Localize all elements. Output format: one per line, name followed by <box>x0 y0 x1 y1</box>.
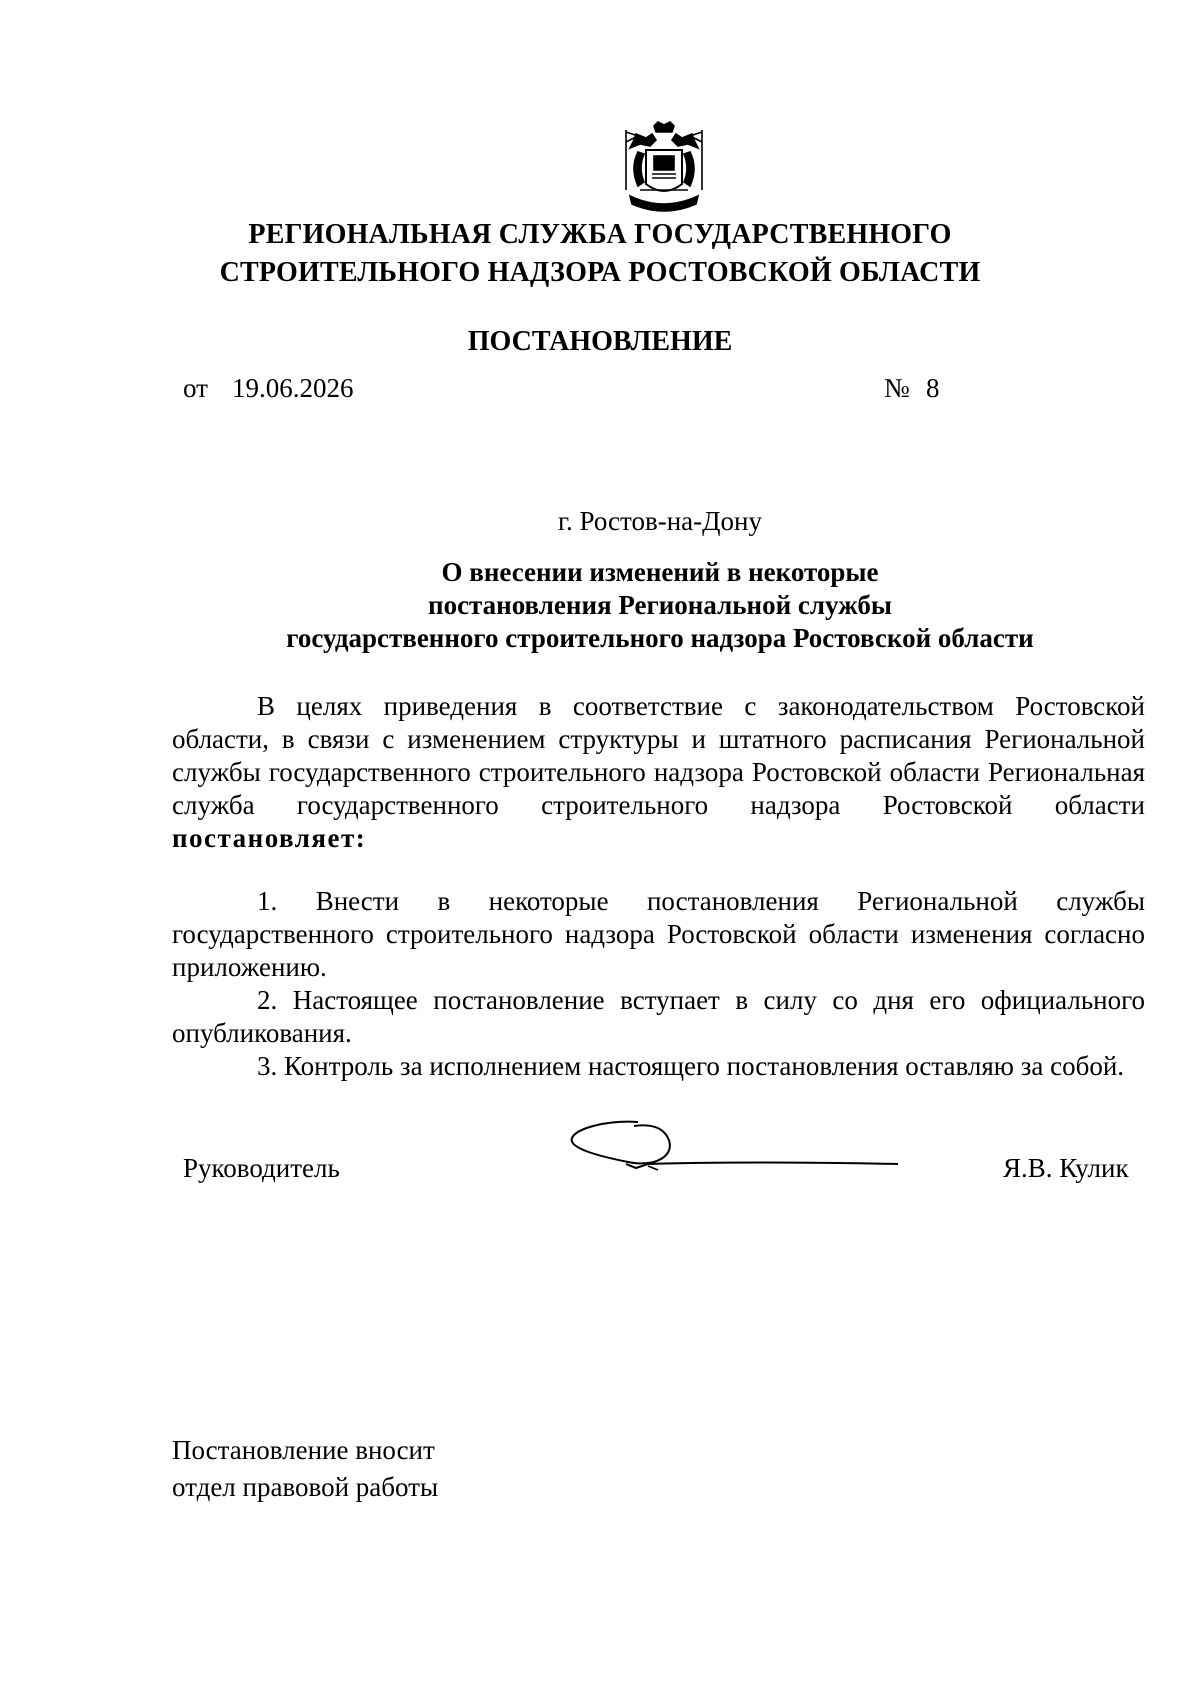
subject-line-1: О внесении изменений в некоторые <box>441 557 879 587</box>
subject-line-3: государственного строительного надзора Ростовской области <box>286 623 1034 653</box>
handwritten-signature <box>568 1112 908 1178</box>
subject-line-2: постановления Региональной службы <box>428 590 892 620</box>
date-prefix: от <box>183 373 208 403</box>
org-title-line-1: РЕГИОНАЛЬНАЯ СЛУЖБА ГОСУДАРСТВЕННОГО <box>248 219 952 250</box>
document-type: ПОСТАНОВЛЕНИЕ <box>467 326 733 357</box>
document-number: 8 <box>926 373 940 403</box>
resolution-items <box>172 885 1145 1083</box>
item-3: 3. Контроль за исполнением настоящего постановления оставляю за собой. <box>257 1051 1125 1081</box>
item-1: 1. Внести в некоторые постановления Региональной службы государственного строительного надзора Ростовской области изменения согласно приложению. <box>172 886 1145 982</box>
org-title-line-2: СТРОИТЕЛЬНОГО НАДЗОРА РОСТОВСКОЙ ОБЛАСТИ <box>219 257 981 288</box>
document-date: 19.06.2026 <box>232 373 354 403</box>
footer-line-1: Постановление вносит <box>172 1435 435 1465</box>
signatory-name: Я.В. Кулик <box>1003 1153 1129 1183</box>
city: г. Ростов-на-Дону <box>557 506 762 536</box>
item-2: 2. Настоящее постановление вступает в силу со дня его официального опубликования. <box>172 985 1145 1048</box>
preamble <box>172 690 1145 855</box>
footer-line-2: отдел правовой работы <box>172 1472 439 1502</box>
number-prefix: № <box>884 373 910 403</box>
coat-of-arms-icon <box>616 120 712 220</box>
preamble-text: В целях приведения в соответствие с законодательством Ростовской области, в связи с изменением структуры и штатного расписания Региональной службы государственного строительного надзора Ростовской области Региональная служба государственного строительного надзора Ростовской области <box>172 691 1145 820</box>
signatory-position: Руководитель <box>183 1153 340 1183</box>
resolves-word: постановляет: <box>172 823 367 853</box>
document-subject <box>200 556 1120 655</box>
footer-note <box>172 1432 438 1506</box>
